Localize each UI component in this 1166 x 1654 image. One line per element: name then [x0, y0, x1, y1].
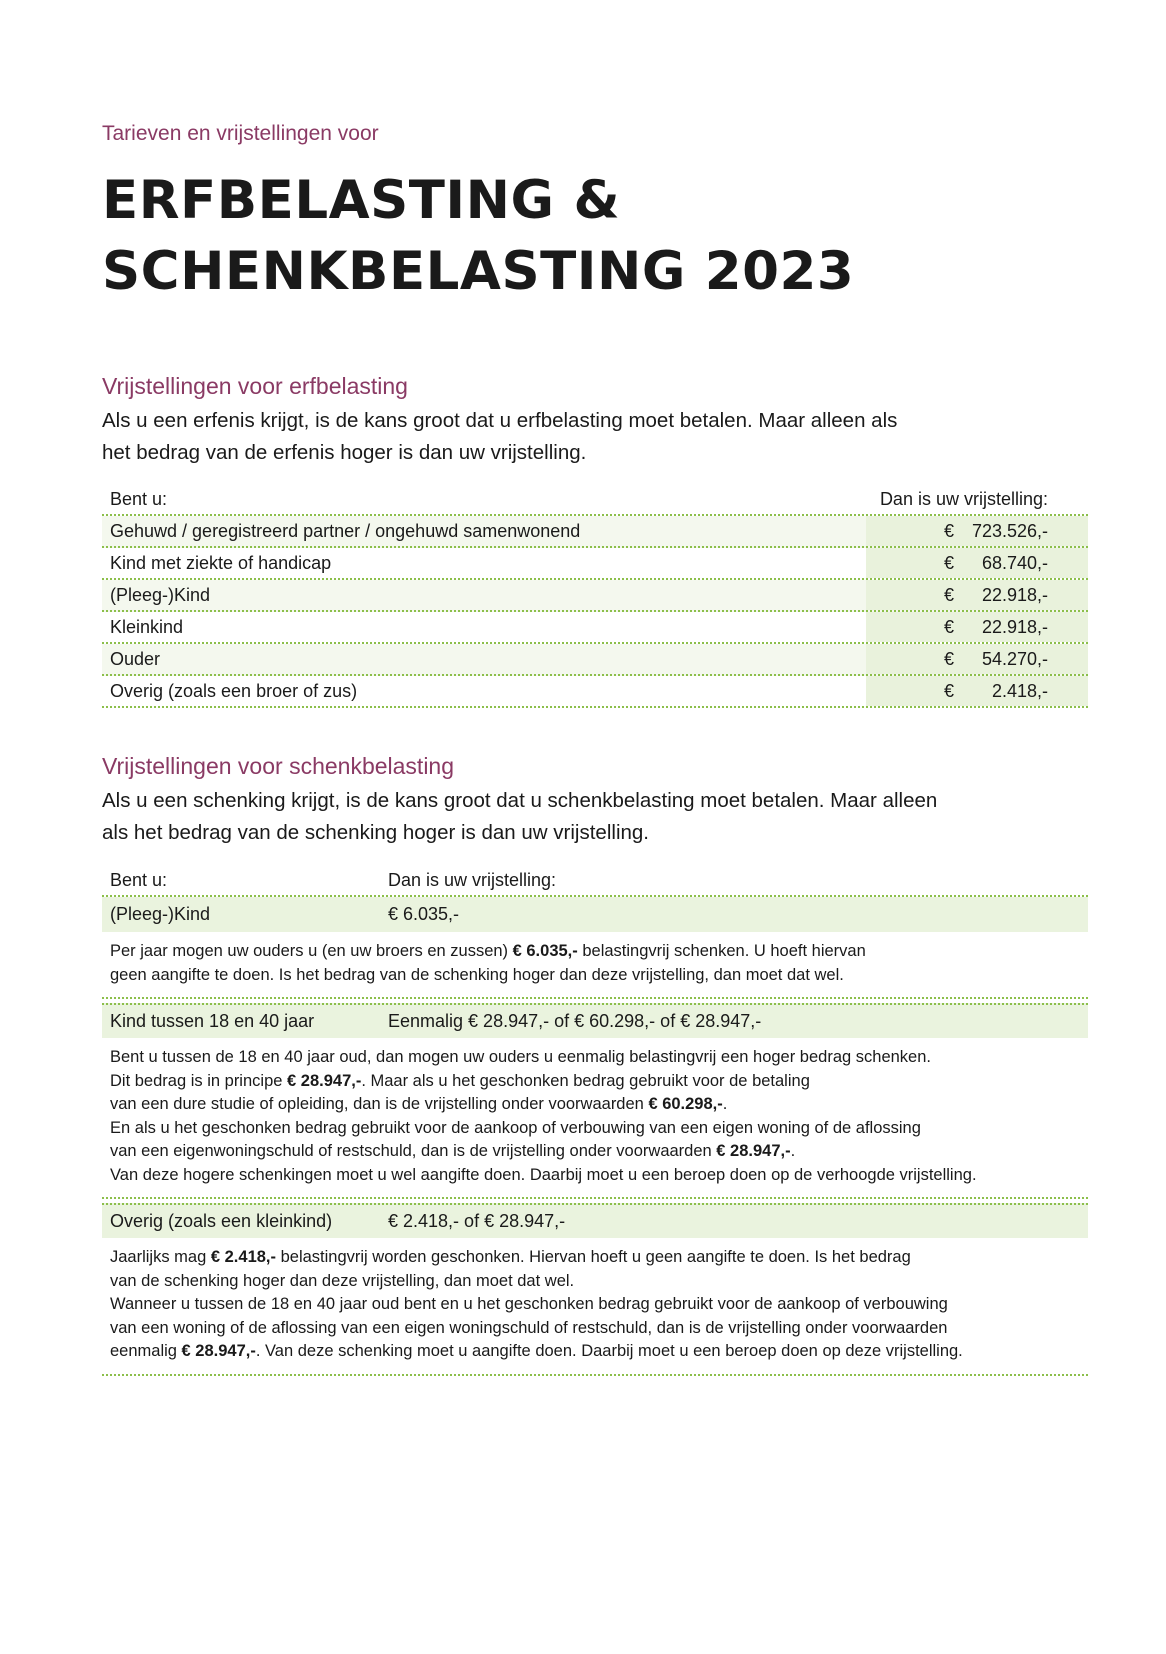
explanation-text: Van deze hogere schenkingen moet u wel aangifte doen. Daarbij moet u een beroep doen op de verhoogde vrijstelling. — [110, 1165, 977, 1184]
erf-row-amount — [866, 676, 1088, 706]
explanation-text: belastingvrij schenken. U hoeft hiervan — [577, 942, 866, 960]
table-row — [102, 612, 1088, 644]
erf-col-left-header: Bent u: — [110, 488, 168, 509]
schenk-explanation — [102, 1238, 1088, 1376]
explanation-text: . Van deze schenking moet u aangifte doen. Daarbij moet u een beroep doen op deze vrijstelling. — [255, 1342, 963, 1360]
schenk-category-label: (Pleeg-)Kind — [110, 904, 211, 924]
table-row — [102, 516, 1088, 548]
schenk-category-value: € 2.418,- of € 28.947,- — [388, 1211, 566, 1231]
explanation-line — [110, 1046, 1080, 1070]
schenk-col-left-header: Bent u: — [110, 869, 168, 890]
schenk-section-title: Vrijstellingen voor schenkbelasting — [102, 753, 455, 779]
explanation-line — [110, 1117, 1080, 1141]
schenk-category-row — [102, 1203, 1088, 1238]
schenk-table-body — [102, 897, 1088, 1376]
highlighted-amount: € 28.947,- — [716, 1142, 791, 1160]
explanation-text: van een woning of de aflossing van een eigen woningschuld of restschuld, dan is de vrijstelling onder voorwaarden — [110, 1318, 948, 1337]
explanation-text: belastingvrij worden geschonken. Hiervan hoeft u geen aangifte te doen. Is het bedrag — [276, 1248, 911, 1266]
highlighted-amount: € 60.298,- — [648, 1095, 723, 1113]
erf-row-amount — [866, 644, 1088, 674]
schenk-category-row — [102, 1003, 1088, 1038]
amount-value: 22.918,- — [981, 584, 1048, 605]
schenk-intro-line-2: als het bedrag van de schenking hoger is dan uw vrijstelling. — [102, 821, 649, 844]
erf-row-amount — [866, 612, 1088, 642]
erf-row-label: Overig (zoals een broer of zus) — [110, 680, 358, 701]
explanation-text: . — [790, 1142, 796, 1160]
explanation-text: van de schenking hoger dan deze vrijstelling, dan moet dat wel. — [110, 1271, 575, 1290]
erf-row-amount — [866, 516, 1088, 546]
explanation-text: En als u het geschonken bedrag gebruikt voor de aankoop of verbouwing van een eigen woning of de aflossing — [110, 1118, 921, 1137]
amount-value: 22.918,- — [981, 616, 1048, 637]
explanation-text: geen aangifte te doen. Is het bedrag van de schenking hoger dan deze vrijstelling, dan moet dat wel. — [110, 965, 844, 984]
explanation-line — [110, 1164, 1080, 1188]
currency-symbol: € — [944, 552, 955, 573]
explanation-text: . Maar als u het geschonken bedrag gebruikt voor de betaling — [361, 1071, 810, 1090]
table-row — [102, 580, 1088, 612]
explanation-text: Bent u tussen de 18 en 40 jaar oud, dan mogen uw ouders u eenmalig belastingvrij een hoger bedrag schenken. — [110, 1048, 931, 1066]
highlighted-amount: € 6.035,- — [512, 942, 578, 960]
erf-table-header — [102, 484, 1088, 516]
erf-row-label: Kleinkind — [110, 616, 184, 637]
currency-symbol: € — [944, 616, 955, 637]
schenk-explanation — [102, 932, 1088, 999]
currency-symbol: € — [944, 648, 955, 669]
title-line-1: ERFBELASTING & — [102, 170, 621, 231]
amount-value: 723.526,- — [971, 520, 1048, 541]
erf-table — [102, 484, 1088, 708]
explanation-text: . — [722, 1095, 728, 1113]
explanation-text: eenmalig — [110, 1342, 182, 1360]
explanation-text: Jaarlijks mag — [110, 1248, 211, 1266]
schenk-explanation — [102, 1038, 1088, 1199]
explanation-line — [110, 1093, 1080, 1117]
amount-value: 68.740,- — [981, 552, 1048, 573]
erf-row-amount — [866, 580, 1088, 610]
explanation-line — [110, 1070, 1080, 1094]
schenk-category-label: Kind tussen 18 en 40 jaar — [110, 1011, 315, 1031]
currency-symbol: € — [944, 520, 955, 541]
erf-row-amount — [866, 548, 1088, 578]
highlighted-amount: € 2.418,- — [210, 1248, 277, 1266]
explanation-line — [110, 1140, 1080, 1164]
erf-row-label: Kind met ziekte of handicap — [110, 552, 332, 573]
schenk-category-value: Eenmalig € 28.947,- of € 60.298,- of € 28.947,- — [388, 1011, 762, 1031]
schenk-intro-line-1: Als u een schenking krijgt, is de kans groot dat u schenkbelasting moet betalen. Maar alleen — [102, 789, 938, 812]
explanation-line — [110, 940, 1080, 964]
explanation-line — [110, 1246, 1080, 1270]
table-row — [102, 548, 1088, 580]
schenk-category-value: € 6.035,- — [388, 904, 460, 924]
explanation-text: Wanneer u tussen de 18 en 40 jaar oud bent en u het geschonken bedrag gebruikt voor de aankoop of verbouwing — [110, 1295, 948, 1313]
table-row — [102, 676, 1088, 708]
amount-value: 54.270,- — [981, 648, 1048, 669]
explanation-text: van een eigenwoningschuld of restschuld, dan is de vrijstelling onder voorwaarden — [110, 1142, 717, 1160]
page-title — [102, 165, 854, 307]
schenk-category-label: Overig (zoals een kleinkind) — [110, 1211, 333, 1231]
page-kicker: Tarieven en vrijstellingen voor — [102, 122, 379, 145]
explanation-line — [110, 964, 1080, 988]
schenk-col-right-header: Dan is uw vrijstelling: — [388, 869, 557, 890]
erf-intro — [102, 405, 1022, 469]
explanation-line — [110, 1270, 1080, 1294]
currency-symbol: € — [944, 584, 955, 605]
highlighted-amount: € 28.947,- — [287, 1071, 362, 1090]
erf-intro-line-1: Als u een erfenis krijgt, is de kans groot dat u erfbelasting moet betalen. Maar alleen als — [102, 409, 898, 432]
erf-table-body — [102, 516, 1088, 708]
schenk-category-row — [102, 897, 1088, 932]
erf-row-label: Gehuwd / geregistreerd partner / ongehuwd samenwonend — [110, 520, 581, 541]
highlighted-amount: € 28.947,- — [181, 1342, 256, 1360]
explanation-line — [110, 1340, 1080, 1364]
erf-row-label: (Pleeg-)Kind — [110, 584, 211, 605]
explanation-line — [110, 1293, 1080, 1317]
schenk-table — [102, 865, 1088, 1376]
amount-value: 2.418,- — [991, 680, 1048, 701]
title-line-2: SCHENKBELASTING 2023 — [102, 241, 855, 302]
currency-symbol: € — [944, 680, 955, 701]
schenk-table-header — [102, 865, 1088, 897]
erf-row-label: Ouder — [110, 648, 161, 669]
schenk-intro — [102, 785, 1022, 849]
erf-section-title: Vrijstellingen voor erfbelasting — [102, 373, 408, 399]
table-row — [102, 644, 1088, 676]
erf-intro-line-2: het bedrag van de erfenis hoger is dan uw vrijstelling. — [102, 441, 587, 464]
explanation-text: van een dure studie of opleiding, dan is de vrijstelling onder voorwaarden — [110, 1095, 649, 1113]
explanation-line — [110, 1317, 1080, 1341]
explanation-text: Dit bedrag is in principe — [110, 1071, 288, 1090]
explanation-text: Per jaar mogen uw ouders u (en uw broers en zussen) — [110, 942, 513, 960]
erf-col-right-header: Dan is uw vrijstelling: — [879, 488, 1048, 509]
